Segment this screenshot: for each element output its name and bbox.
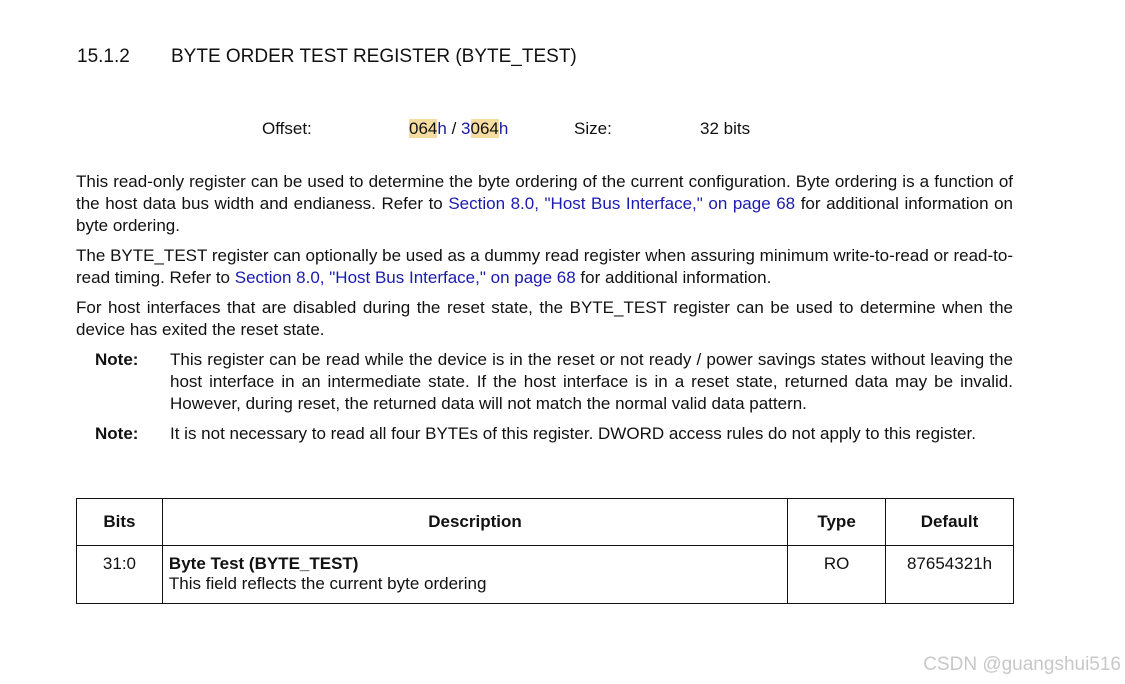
- offset-separator: /: [451, 119, 457, 138]
- cell-description: [162, 546, 787, 604]
- field-description: This field reflects the current byte ordering: [168, 574, 487, 593]
- size-value: 32 bits: [700, 119, 751, 138]
- offset-b-suffix: h: [498, 119, 509, 138]
- offset-b-highlight: 064: [470, 119, 499, 138]
- cell-bits: 31:0: [77, 546, 163, 604]
- table-row: [77, 546, 1014, 604]
- cell-default: 87654321h: [886, 546, 1014, 604]
- header-description: Description: [162, 499, 787, 546]
- paragraph-text: This read-only register can be used to determine the byte ordering of the current configuration. Byte ordering is a function of the host data bus width and endianess. Refer to: [76, 172, 1013, 213]
- paragraph-reset-state: For host interfaces that are disabled during the reset state, the BYTE_TEST register can be used to determine when the device has exited the reset state.: [76, 298, 1013, 339]
- table-header-row: [77, 499, 1014, 546]
- note-label: Note:: [95, 350, 139, 369]
- note-text: This register can be read while the device is in the reset or not ready / power savings states without leaving the host interface in an intermediate state. If the host interface is in a reset state, returned data may be invalid. However, during reset, the returned data will not match the normal valid data pattern.: [170, 350, 1013, 413]
- offset-a-highlight: 064: [409, 119, 438, 138]
- section-8-link[interactable]: Section 8.0, "Host Bus Interface," on page 68: [234, 268, 576, 287]
- section-number: 15.1.2: [77, 46, 130, 67]
- section-title: BYTE ORDER TEST REGISTER (BYTE_TEST): [171, 46, 577, 67]
- cell-type: RO: [788, 546, 886, 604]
- watermark: CSDN @guangshui516: [923, 654, 1121, 675]
- paragraph-byte-ordering: [76, 171, 1013, 237]
- note-text: It is not necessary to read all four BYTEs of this register. DWORD access rules do not apply to this register.: [170, 424, 976, 443]
- register-bit-table: [76, 498, 1014, 604]
- size-label: Size:: [574, 119, 612, 138]
- note-label: Note:: [95, 424, 139, 443]
- header-default: Default: [886, 499, 1014, 546]
- section-8-link[interactable]: Section 8.0, "Host Bus Interface," on page 68: [448, 194, 796, 213]
- field-name: Byte Test (BYTE_TEST): [168, 554, 359, 573]
- offset-b-prefix: 3: [461, 119, 471, 138]
- note-dword-access: [95, 423, 1013, 445]
- paragraph-text: for additional information on byte ordering.: [76, 194, 1014, 235]
- header-type: Type: [788, 499, 886, 546]
- paragraph-text: The BYTE_TEST register can optionally be used as a dummy read register when assuring minimum write-to-read or read-to-read timing. Refer to: [76, 246, 1013, 287]
- offset-a-suffix: h: [437, 119, 447, 138]
- paragraph-text: for additional information.: [575, 268, 772, 287]
- note-reset-read: [95, 349, 1013, 415]
- header-bits: Bits: [77, 499, 163, 546]
- offset-label: Offset:: [262, 119, 312, 138]
- paragraph-dummy-read: [76, 245, 1013, 289]
- offset-value: [409, 119, 508, 139]
- section-heading: [77, 46, 577, 68]
